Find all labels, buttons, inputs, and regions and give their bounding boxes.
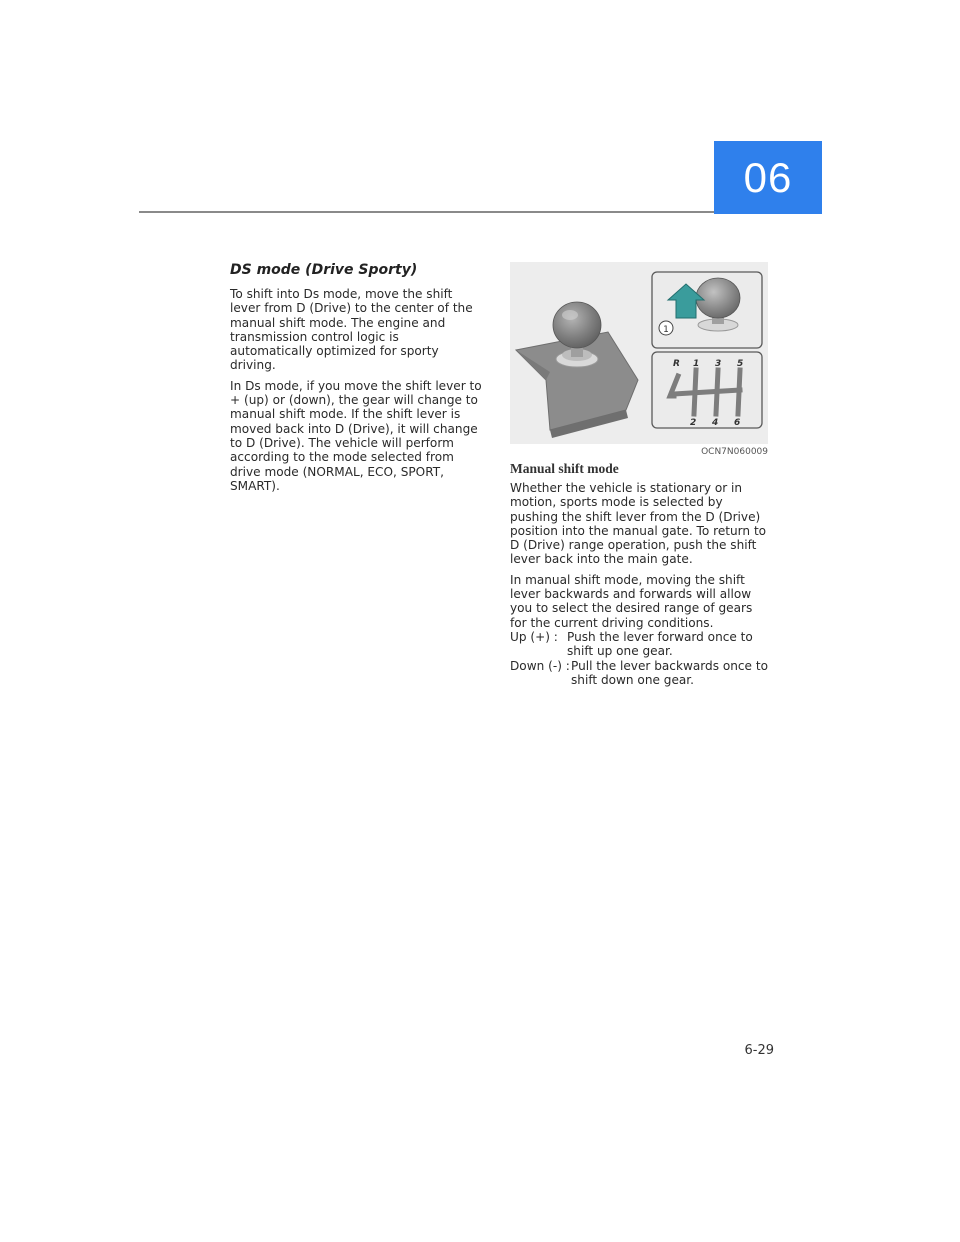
gate-label-6: 6 <box>734 418 741 428</box>
paragraph: Whether the vehicle is stationary or in motion, sports mode is selected by pushing the shift lever from the D (Drive) position into the manual gate. To return to D (Drive) range operation, push the shift lever back into the main gate. <box>510 481 767 567</box>
page-number: 6-29 <box>744 1043 774 1058</box>
definition-term: Down (-) : <box>510 658 570 673</box>
gate-label-4: 4 <box>712 418 719 428</box>
main-shift-knob <box>553 302 601 367</box>
inset-shift-pattern <box>652 352 762 428</box>
paragraph: In Ds mode, if you move the shift lever to + (up) or (down), the gear will change to manual shift mode. If the shift lever is moved back into D (Drive), it will change to D (Drive). The vehicle will perform according to the mode selected from drive mode (NORMAL, ECO, SPORT, SMART). <box>230 378 482 493</box>
section-heading: DS mode (Drive Sporty) <box>230 262 418 278</box>
definition-text: Push the lever forward once to shift up one gear. <box>567 629 753 659</box>
definition-text: Pull the lever backwards once to shift down one gear. <box>571 658 768 687</box>
header-rule <box>139 211 714 213</box>
gate-label-r: R <box>673 359 680 369</box>
gate-label-3: 3 <box>715 359 722 369</box>
callout-number: 1 <box>663 325 669 335</box>
chapter-tab <box>714 141 822 214</box>
figure-code: OCN7N060009 <box>701 447 768 457</box>
paragraph: In manual shift mode, moving the shift lever backwards and forwards will allow you to select the desired range of gears for the current driving conditions. <box>510 572 753 630</box>
paragraph: To shift into Ds mode, move the shift lever from D (Drive) to the center of the manual shift mode. The engine and transmission control logic is automatically optimized for sporty driving. <box>230 287 473 373</box>
shift-lever-illustration <box>510 262 768 444</box>
gate-label-2: 2 <box>690 418 697 428</box>
right-column <box>510 262 772 687</box>
definition-row-down <box>510 659 772 688</box>
chapter-number: 06 <box>743 153 793 201</box>
shift-lever-drawing <box>510 262 768 444</box>
inset-knob-arrow <box>652 272 762 348</box>
definition-row-up <box>510 630 772 659</box>
gate-label-5: 5 <box>737 359 744 369</box>
definition-term: Up (+) : <box>510 629 558 644</box>
gate-label-1: 1 <box>693 359 700 369</box>
figure-caption: Manual shift mode <box>510 461 619 476</box>
left-column <box>230 262 482 499</box>
